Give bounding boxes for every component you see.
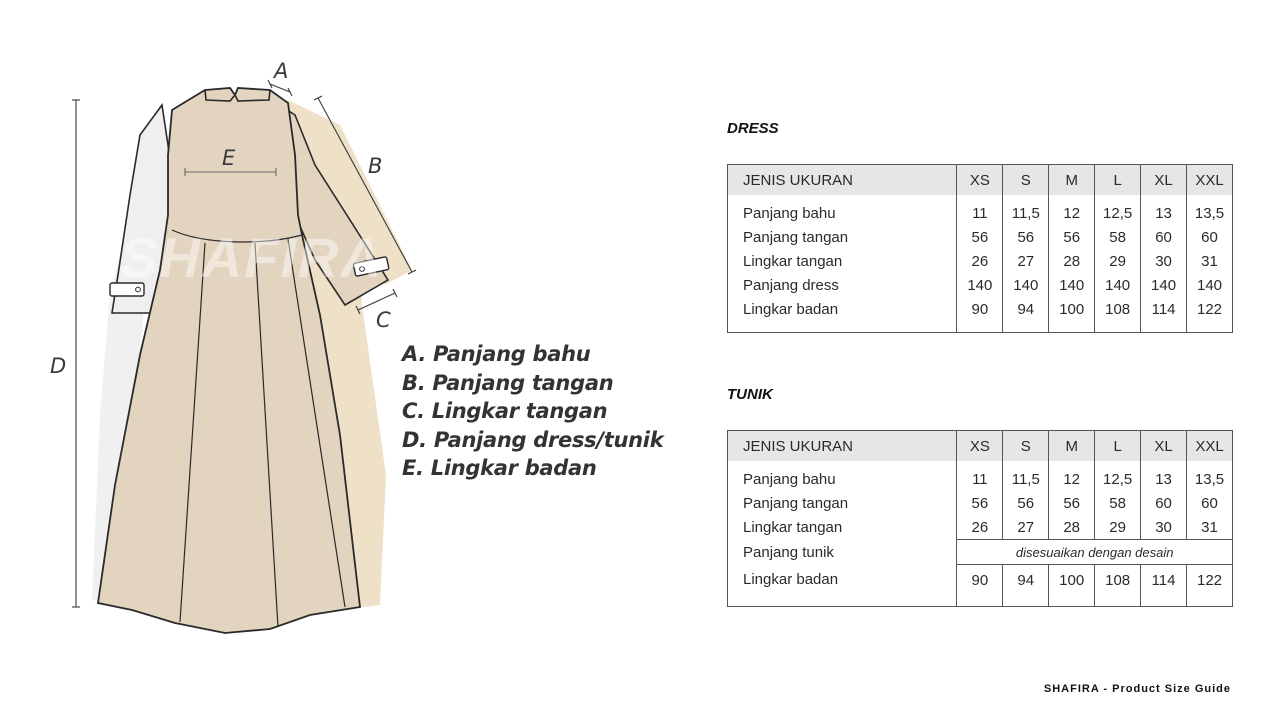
dress-section-title: DRESS: [727, 120, 779, 137]
table-header-row: [728, 431, 1233, 462]
legend-item-e: E. Lingkar badan: [402, 456, 597, 480]
cell-value: 26: [957, 249, 1003, 273]
cell-value: 13: [1141, 467, 1187, 491]
cell-value: 94: [1003, 297, 1049, 321]
header-size: M: [1049, 165, 1095, 196]
header-size: XS: [957, 165, 1003, 196]
cell-value: 94: [1003, 565, 1049, 596]
table-header-row: [728, 165, 1233, 196]
row-label: Panjang tangan: [728, 491, 957, 515]
table-row: [728, 273, 1233, 297]
cell-value: 12,5: [1095, 467, 1141, 491]
cell-value: 122: [1187, 297, 1233, 321]
cell-value: 114: [1141, 565, 1187, 596]
cell-value: 56: [957, 491, 1003, 515]
cell-value: 58: [1095, 491, 1141, 515]
header-size: XXL: [1187, 165, 1233, 196]
label-a: A: [274, 59, 289, 83]
legend-item-a: A. Panjang bahu: [402, 342, 591, 366]
cell-value: 29: [1095, 515, 1141, 540]
cell-value: 56: [1049, 225, 1095, 249]
cell-value: 31: [1187, 249, 1233, 273]
header-size: XL: [1141, 165, 1187, 196]
legend-item-c: C. Lingkar tangan: [402, 399, 608, 423]
cell-value: 29: [1095, 249, 1141, 273]
table-row: [728, 540, 1233, 565]
tunik-size-table: [727, 430, 1233, 607]
header-size: XL: [1141, 431, 1187, 462]
tunik-section-title: TUNIK: [727, 386, 773, 403]
row-label: Panjang bahu: [728, 467, 957, 491]
cell-value: 114: [1141, 297, 1187, 321]
header-size: S: [1003, 165, 1049, 196]
row-label: Lingkar tangan: [728, 515, 957, 540]
row-label: Panjang bahu: [728, 201, 957, 225]
cell-value: 30: [1141, 249, 1187, 273]
row-label: Panjang tunik: [728, 540, 957, 565]
legend-item-d: D. Panjang dress/tunik: [402, 427, 664, 452]
cell-value: 108: [1095, 297, 1141, 321]
header-size: L: [1095, 165, 1141, 196]
cell-value: 12: [1049, 201, 1095, 225]
cell-value: 13: [1141, 201, 1187, 225]
row-label: Panjang dress: [728, 273, 957, 297]
cell-value: 140: [1049, 273, 1095, 297]
cell-value: 11,5: [1003, 201, 1049, 225]
cell-value: 30: [1141, 515, 1187, 540]
cell-value: 28: [1049, 515, 1095, 540]
cell-value: 56: [1049, 491, 1095, 515]
measure-d: [72, 100, 80, 607]
table-row: [728, 515, 1233, 540]
cell-value: 26: [957, 515, 1003, 540]
row-label: Lingkar badan: [728, 297, 957, 321]
cell-value: 13,5: [1187, 467, 1233, 491]
table-row: [728, 467, 1233, 491]
label-b: B: [368, 154, 383, 178]
cell-value: 140: [1095, 273, 1141, 297]
cell-value: 56: [957, 225, 1003, 249]
design-note-cell: disesuaikan dengan desain: [957, 540, 1233, 565]
row-label: Lingkar tangan: [728, 249, 957, 273]
cell-value: 140: [1187, 273, 1233, 297]
cell-value: 11,5: [1003, 467, 1049, 491]
header-size: S: [1003, 431, 1049, 462]
row-label: Lingkar badan: [728, 565, 957, 596]
cell-value: 90: [957, 297, 1003, 321]
header-label: JENIS UKURAN: [728, 431, 957, 462]
cell-value: 56: [1003, 225, 1049, 249]
table-row: [728, 297, 1233, 321]
cell-value: 27: [1003, 515, 1049, 540]
label-d: D: [50, 354, 67, 378]
header-size: L: [1095, 431, 1141, 462]
cell-value: 28: [1049, 249, 1095, 273]
dress-illustration: [40, 55, 440, 655]
cell-value: 140: [957, 273, 1003, 297]
cell-value: 60: [1187, 491, 1233, 515]
table-row: [728, 491, 1233, 515]
cell-value: 12,5: [1095, 201, 1141, 225]
cell-value: 60: [1187, 225, 1233, 249]
cell-value: 140: [1141, 273, 1187, 297]
cell-value: 31: [1187, 515, 1233, 540]
watermark-text: SHAFIRA: [120, 226, 383, 289]
measurement-legend: [402, 340, 663, 483]
label-c: C: [376, 308, 391, 332]
cell-value: 13,5: [1187, 201, 1233, 225]
cell-value: 11: [957, 467, 1003, 491]
cell-value: 11: [957, 201, 1003, 225]
cell-value: 100: [1049, 297, 1095, 321]
header-size: M: [1049, 431, 1095, 462]
footer-caption: SHAFIRA - Product Size Guide: [1043, 683, 1231, 695]
header-label: JENIS UKURAN: [728, 165, 957, 196]
cell-value: 60: [1141, 491, 1187, 515]
cell-value: 60: [1141, 225, 1187, 249]
cell-value: 108: [1095, 565, 1141, 596]
cell-value: 56: [1003, 491, 1049, 515]
cell-value: 58: [1095, 225, 1141, 249]
table-row: [728, 565, 1233, 596]
cell-value: 90: [957, 565, 1003, 596]
header-size: XS: [957, 431, 1003, 462]
cell-value: 27: [1003, 249, 1049, 273]
cell-value: 12: [1049, 467, 1095, 491]
cell-value: 140: [1003, 273, 1049, 297]
cell-value: 100: [1049, 565, 1095, 596]
row-label: Panjang tangan: [728, 225, 957, 249]
dress-size-table: [727, 164, 1233, 333]
table-row: [728, 201, 1233, 225]
legend-item-b: B. Panjang tangan: [402, 370, 614, 395]
cell-value: 122: [1187, 565, 1233, 596]
header-size: XXL: [1187, 431, 1233, 462]
table-row: [728, 249, 1233, 273]
label-e: E: [222, 146, 236, 170]
table-row: [728, 225, 1233, 249]
